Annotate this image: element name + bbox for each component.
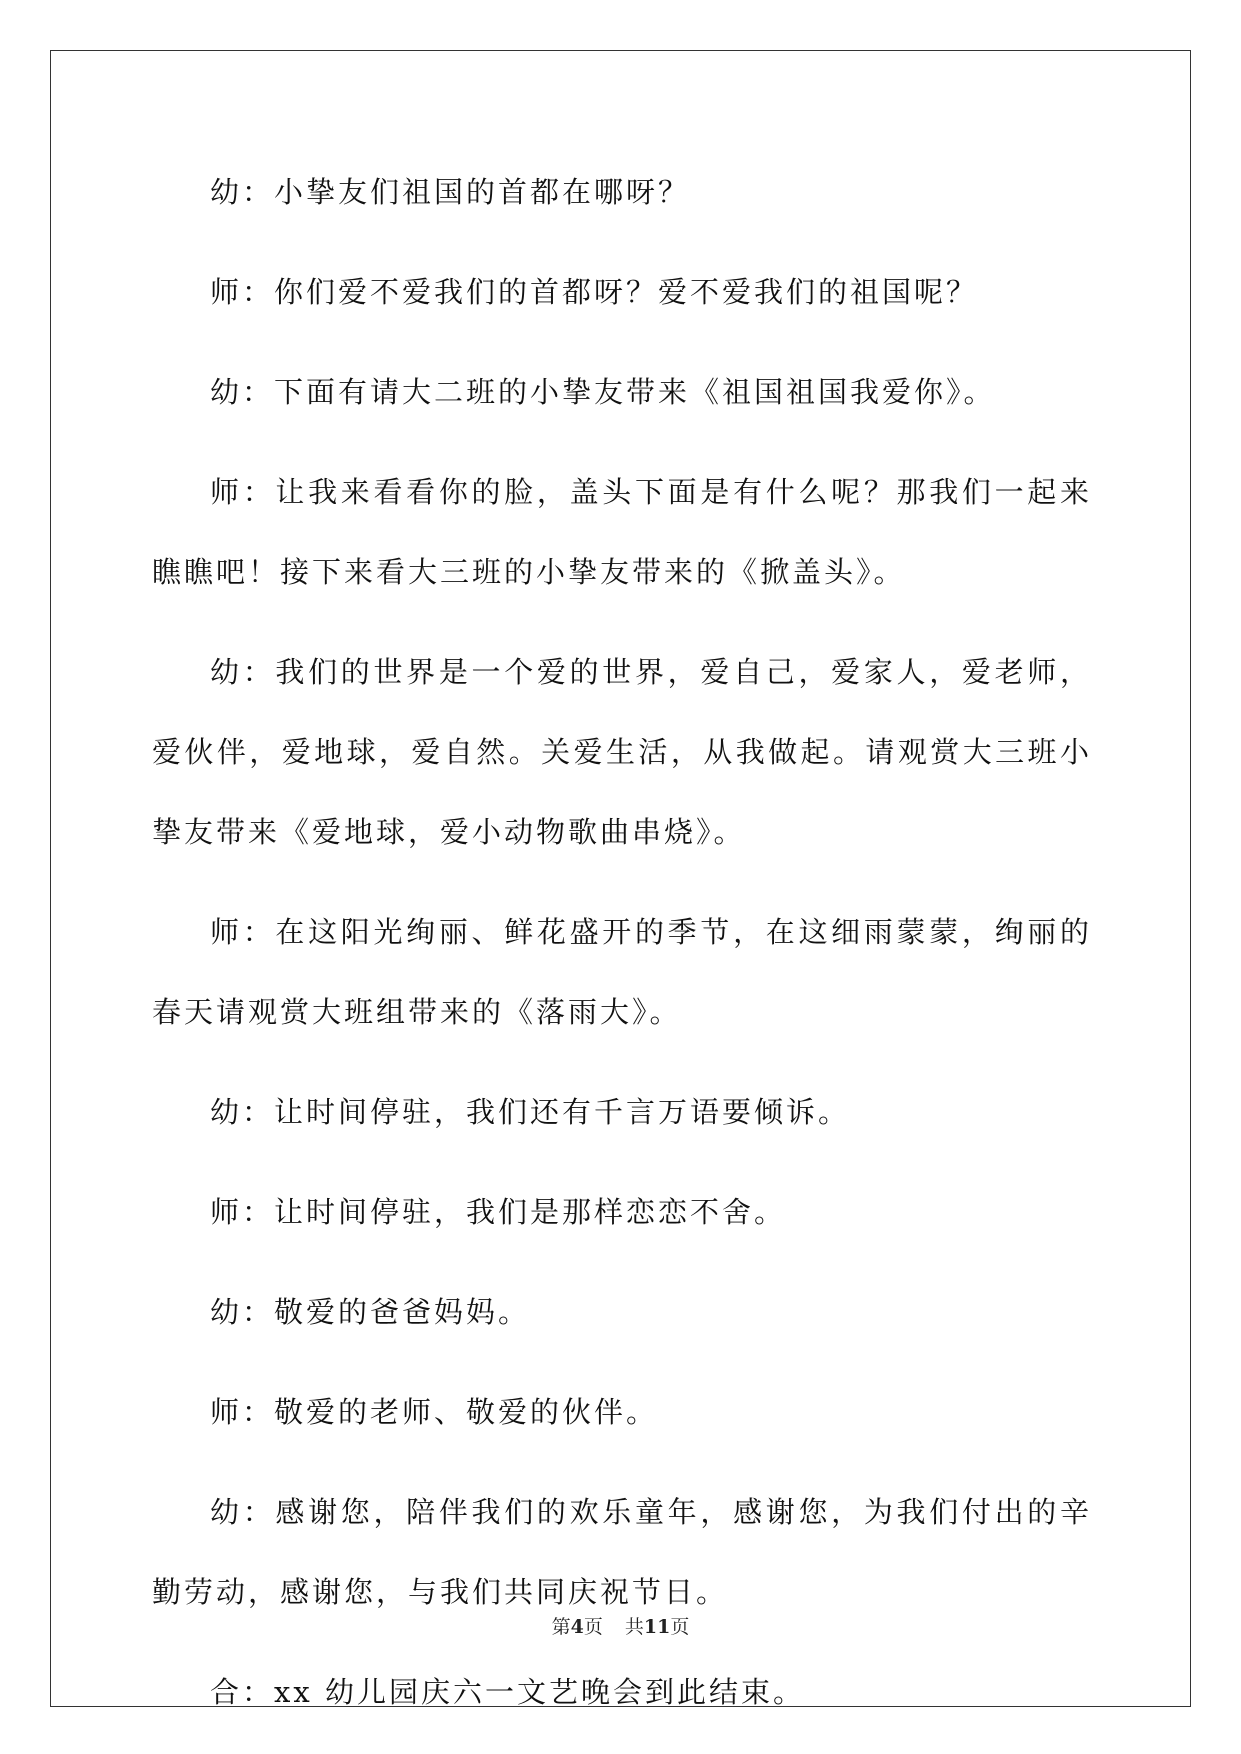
paragraph-10 xyxy=(152,1372,1092,1452)
speaker-label: 幼： xyxy=(210,1295,275,1329)
speaker-label: 师： xyxy=(210,915,276,949)
document-body xyxy=(152,152,1092,1752)
speaker-label: 合： xyxy=(210,1675,275,1709)
speaker-label: 师： xyxy=(210,275,275,309)
paragraph-5 xyxy=(152,632,1092,872)
speaker-label: 师： xyxy=(210,475,276,509)
paragraph-12 xyxy=(152,1652,1092,1732)
paragraph-text: 我们的世界是一个爱的世界，爱自己，爱家人，爱老师，爱伙伴，爱地球，爱自然。关爱生活，从我做起。请观赏大三班小挚友带来《爱地球，爱小动物歌曲串烧》。 xyxy=(152,655,1092,849)
speaker-label: 师： xyxy=(210,1195,275,1229)
total-prefix: 共 xyxy=(624,1616,644,1638)
paragraph-text: 感谢您，陪伴我们的欢乐童年，感谢您，为我们付出的辛勤劳动，感谢您，与我们共同庆祝节日。 xyxy=(152,1495,1092,1609)
paragraph-4 xyxy=(152,452,1092,612)
paragraph-text: 让时间停驻，我们还有千言万语要倾诉。 xyxy=(274,1095,851,1129)
speaker-label: 幼： xyxy=(210,1095,275,1129)
paragraph-text: 敬爱的爸爸妈妈。 xyxy=(274,1295,531,1329)
paragraph-1 xyxy=(152,152,1092,232)
total-pages: 11 xyxy=(643,1616,671,1638)
paragraph-text: 你们爱不爱我们的首都呀？爱不爱我们的祖国呢？ xyxy=(274,275,979,309)
total-suffix: 页 xyxy=(670,1616,690,1638)
paragraph-3 xyxy=(152,352,1092,432)
paragraph-7 xyxy=(152,1072,1092,1152)
paragraph-text: 让时间停驻，我们是那样恋恋不舍。 xyxy=(274,1195,787,1229)
speaker-label: 幼： xyxy=(210,655,276,689)
speaker-label: 幼： xyxy=(210,175,275,209)
page-prefix: 第 xyxy=(551,1616,571,1638)
page-footer xyxy=(0,1612,1241,1639)
paragraph-text: 在这阳光绚丽、鲜花盛开的季节，在这细雨蒙蒙，绚丽的春天请观赏大班组带来的《落雨大》。 xyxy=(152,915,1092,1029)
paragraph-text: 下面有请大二班的小挚友带来《祖国祖国我爱你》。 xyxy=(274,375,996,409)
paragraph-8 xyxy=(152,1172,1092,1252)
paragraph-text: 敬爱的老师、敬爱的伙伴。 xyxy=(274,1395,659,1429)
speaker-label: 师： xyxy=(210,1395,275,1429)
paragraph-text: 小挚友们祖国的首都在哪呀？ xyxy=(274,175,691,209)
paragraph-6 xyxy=(152,892,1092,1052)
page-suffix: 页 xyxy=(583,1616,603,1638)
paragraph-text: 让我来看看你的脸，盖头下面是有什么呢？那我们一起来瞧瞧吧！接下来看大三班的小挚友带来的《掀盖头》。 xyxy=(152,475,1092,589)
paragraph-text: xx 幼儿园庆六一文艺晚会到此结束。 xyxy=(274,1675,805,1709)
speaker-label: 幼： xyxy=(210,375,275,409)
speaker-label: 幼： xyxy=(210,1495,276,1529)
paragraph-11 xyxy=(152,1472,1092,1632)
paragraph-2 xyxy=(152,252,1092,332)
paragraph-9 xyxy=(152,1272,1092,1352)
page-number: 4 xyxy=(570,1616,584,1638)
